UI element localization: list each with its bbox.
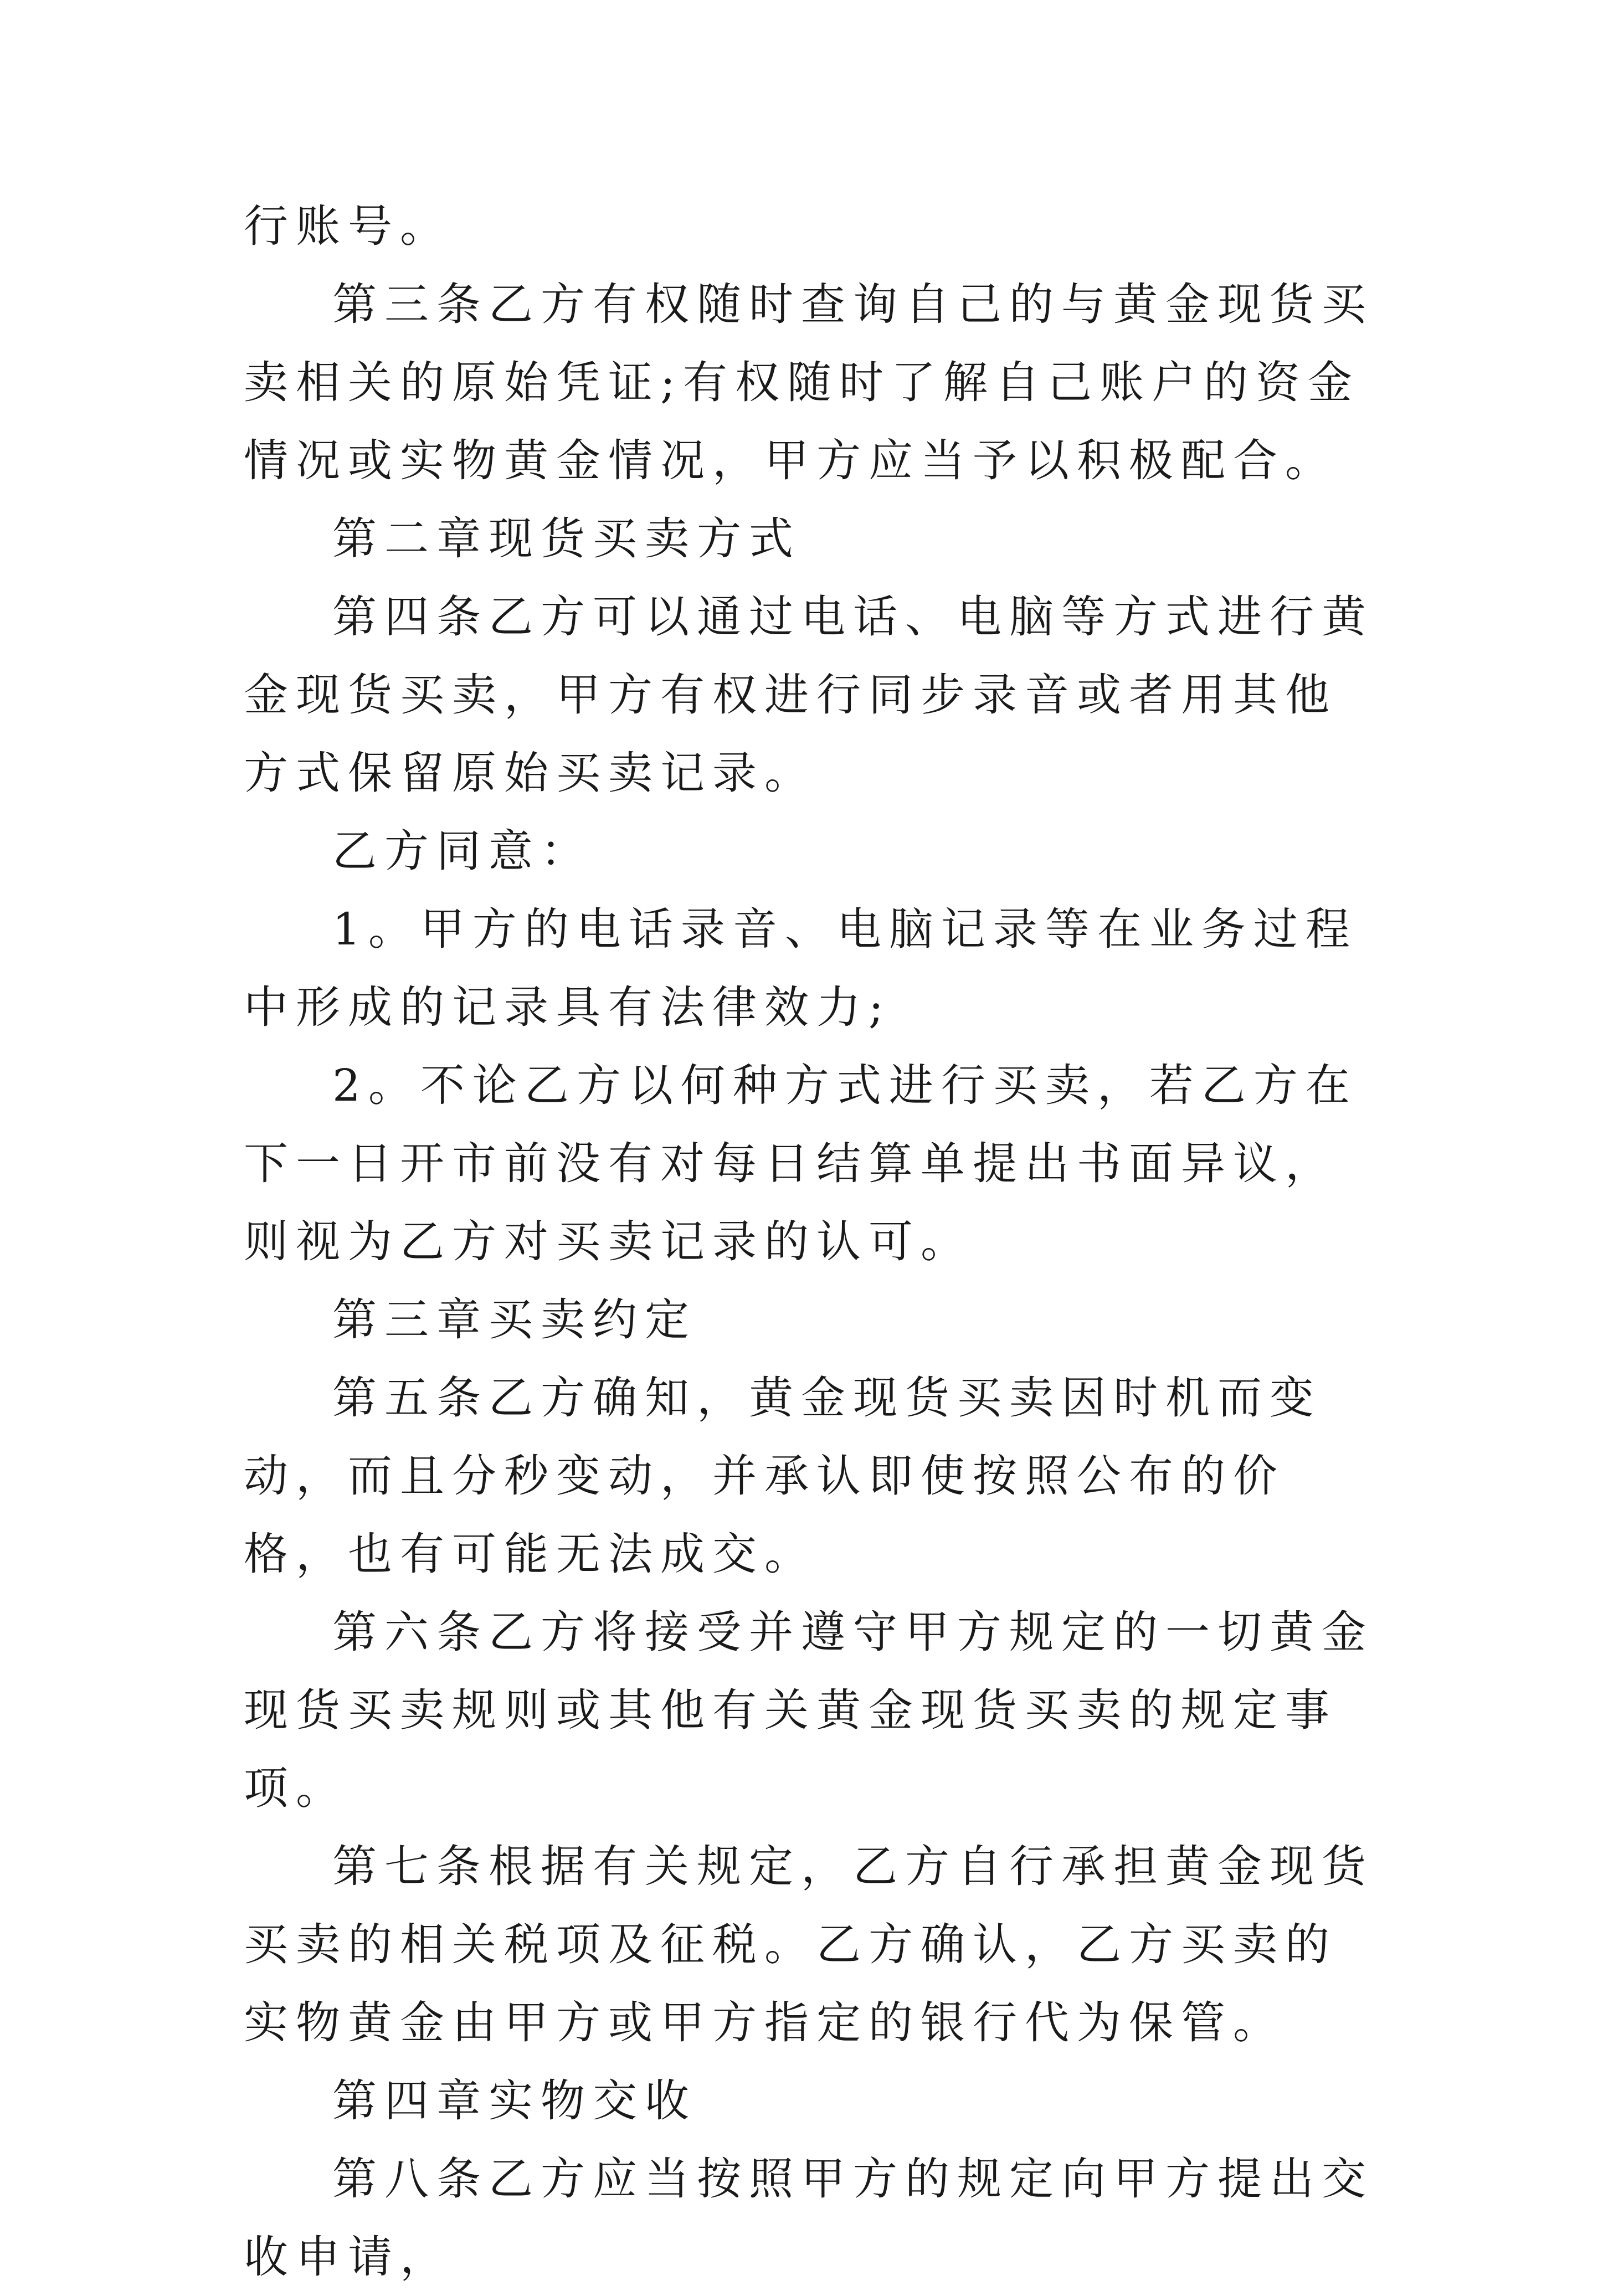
paragraph-party-b-agrees: 乙方同意： (332, 825, 593, 877)
list-item-1: 1。甲方的电话录音、电脑记录等在业务过程中形成的记录具有法律效力; (244, 903, 1358, 1033)
document-body (244, 187, 1374, 2296)
paragraph-account-continuation: 行账号。 (244, 201, 452, 252)
paragraph-article-7: 第七条根据有关规定，乙方自行承担黄金现货买卖的相关税项及征税。乙方确认，乙方买卖的实物黄金由甲方或甲方指定的银行代为保管。 (244, 1841, 1374, 2048)
chapter-4-heading: 第四章实物交收 (332, 2075, 697, 2127)
paragraph-article-4: 第四条乙方可以通过电话、电脑等方式进行黄金现货买卖，甲方有权进行同步录音或者用其他方式保留原始买卖记录。 (244, 591, 1374, 799)
paragraph-article-5: 第五条乙方确知，黄金现货买卖因时机而变动，而且分秒变动，并承认即使按照公布的价格，也有可能无法成交。 (244, 1372, 1322, 1580)
chapter-2-heading: 第二章现货买卖方式 (332, 513, 801, 564)
paragraph-article-3: 第三条乙方有权随时查询自己的与黄金现货买卖相关的原始凭证;有权随时了解自己账户的资金情况或实物黄金情况，甲方应当予以积极配合。 (244, 279, 1374, 486)
chapter-3-heading: 第三章买卖约定 (332, 1294, 697, 1345)
paragraph-article-6: 第六条乙方将接受并遵守甲方规定的一切黄金现货买卖规则或其他有关黄金现货买卖的规定事项。 (244, 1606, 1374, 1814)
list-item-2: 2。不论乙方以何种方式进行买卖，若乙方在下一日开市前没有对每日结算单提出书面异议，则视为乙方对买卖记录的认可。 (244, 1060, 1358, 1267)
paragraph-article-8: 第八条乙方应当按照甲方的规定向甲方提出交收申请， (244, 2153, 1374, 2283)
